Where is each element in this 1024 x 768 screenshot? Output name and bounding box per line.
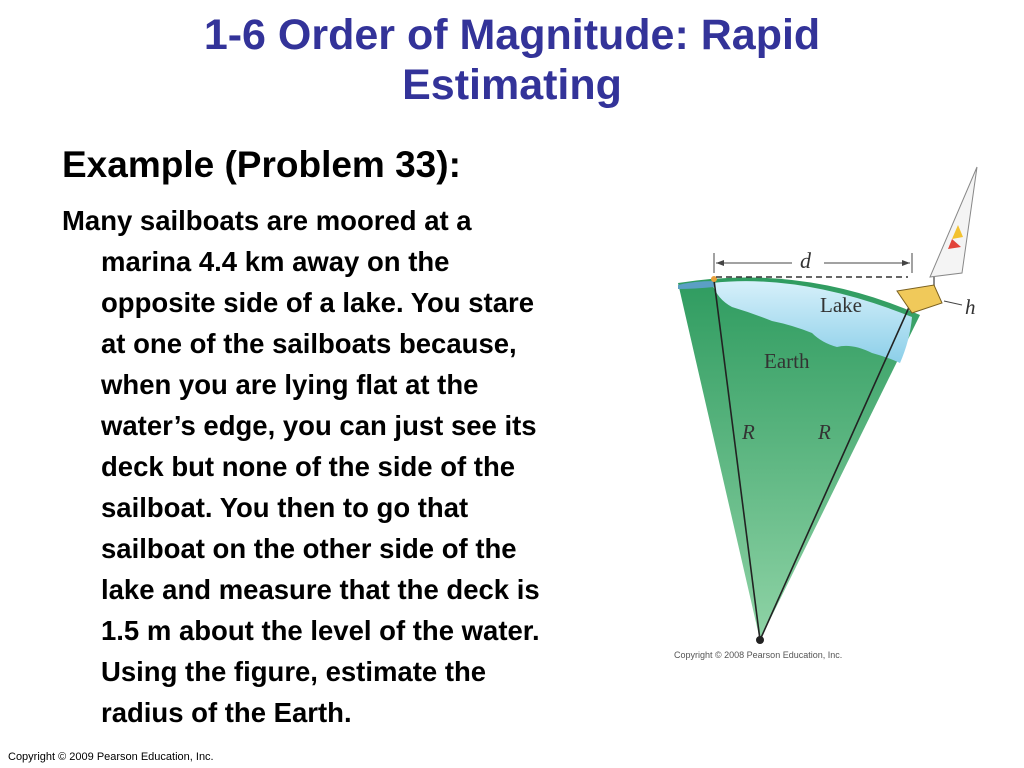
- problem-line: sailboat on the other side of the: [101, 533, 517, 564]
- example-heading: Example (Problem 33):: [62, 144, 461, 185]
- figure-copyright: Copyright © 2008 Pearson Education, Inc.: [674, 650, 843, 660]
- d-arrowhead-right: [902, 260, 910, 266]
- label-d: d: [800, 248, 811, 273]
- sailboat-sail: [930, 167, 977, 277]
- title-line-2: Estimating: [402, 61, 622, 109]
- footer-copyright: Copyright © 2009 Pearson Education, Inc.: [8, 751, 214, 763]
- problem-line: marina 4.4 km away on the: [101, 246, 450, 277]
- earth-center-point: [756, 636, 764, 644]
- title-line-1: 1-6 Order of Magnitude: Rapid: [203, 11, 821, 59]
- problem-line: water’s edge, you can just see its: [101, 410, 537, 441]
- problem-line: Using the figure, estimate the: [101, 656, 487, 687]
- figure-svg: [672, 165, 992, 670]
- problem-line: lake and measure that the deck is: [101, 574, 540, 605]
- problem-line: sailboat. You then to go that: [101, 492, 469, 523]
- label-h: h: [965, 295, 976, 319]
- d-arrowhead-left: [716, 260, 724, 266]
- label-r-right: R: [818, 420, 831, 444]
- problem-statement: [62, 200, 662, 733]
- slide-title: [60, 10, 964, 110]
- problem-line: when you are lying flat at the: [101, 369, 479, 400]
- problem-line: opposite side of a lake. You stare: [101, 287, 535, 318]
- problem-line: deck but none of the side of the: [101, 451, 516, 482]
- problem-line: radius of the Earth.: [101, 697, 352, 728]
- label-lake: Lake: [820, 293, 862, 317]
- problem-line: Many sailboats are moored at a: [62, 205, 472, 236]
- problem-line: 1.5 m about the level of the water.: [101, 615, 540, 646]
- earth-curvature-figure: [672, 165, 992, 670]
- label-r-left: R: [742, 420, 755, 444]
- label-earth: Earth: [764, 349, 810, 373]
- problem-line: at one of the sailboats because,: [101, 328, 517, 359]
- h-pointer: [944, 301, 962, 305]
